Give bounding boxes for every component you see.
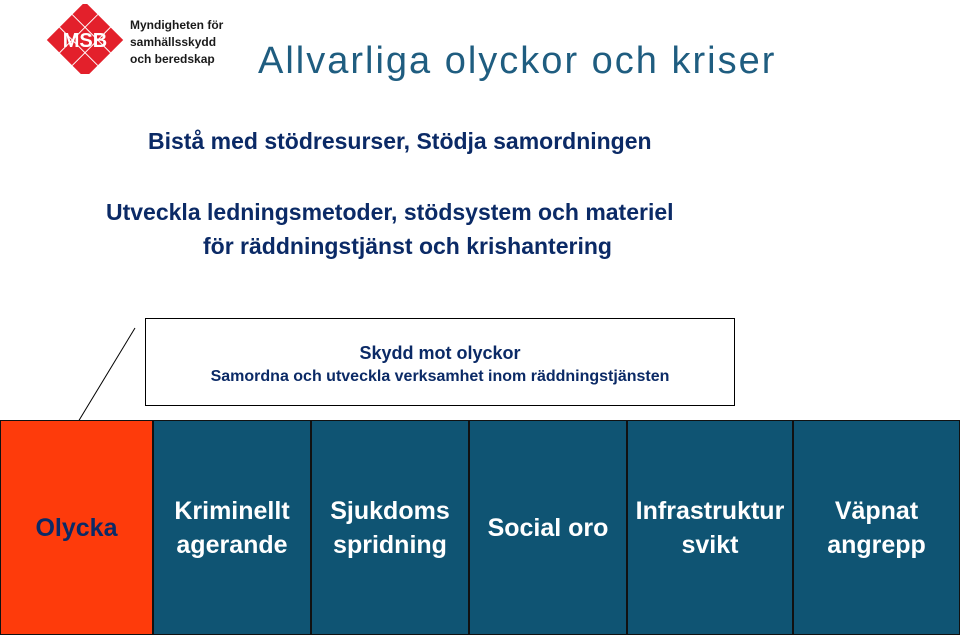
category-label: spridning xyxy=(333,530,447,559)
category-label: agerande xyxy=(176,530,288,559)
logo-text xyxy=(130,17,223,68)
category-label: Kriminellt xyxy=(174,496,290,525)
category-label: Social oro xyxy=(487,513,609,542)
category-label: angrepp xyxy=(827,530,926,559)
box-heading: Skydd mot olyckor xyxy=(359,343,521,363)
support-statement: Bistå med stödresurser, Stödja samordningen xyxy=(148,128,652,154)
category-label: svikt xyxy=(681,530,739,559)
development-statement-line: för räddningstjänst och krishantering xyxy=(203,233,612,259)
logo-mark: MSB xyxy=(62,30,108,52)
category-vapnat-angrepp xyxy=(793,420,960,635)
category-olycka xyxy=(0,420,153,635)
category-label: Infrastruktur xyxy=(635,496,785,525)
category-kriminellt-agerande xyxy=(153,420,311,635)
development-statement-line: Utveckla ledningsmetoder, stödsystem och materiel xyxy=(106,199,674,225)
accident-protection-box xyxy=(145,318,735,406)
category-infrastruktur-svikt xyxy=(627,420,793,635)
category-label: Olycka xyxy=(35,513,118,542)
category-label: Sjukdoms xyxy=(330,496,450,525)
category-row xyxy=(0,420,960,635)
logo-text-line: Myndigheten för xyxy=(130,18,224,32)
category-social-oro xyxy=(469,420,627,635)
box-subtitle: Samordna och utveckla verksamhet inom räddningstjänsten xyxy=(210,368,670,385)
page-title: Allvarliga olyckor och kriser xyxy=(258,40,777,82)
logo-text-line: samhällsskydd xyxy=(130,35,217,49)
category-sjukdoms-spridning xyxy=(311,420,469,635)
category-label: Väpnat xyxy=(834,496,919,525)
development-statement xyxy=(106,195,674,263)
logo-text-line: och beredskap xyxy=(130,52,215,66)
